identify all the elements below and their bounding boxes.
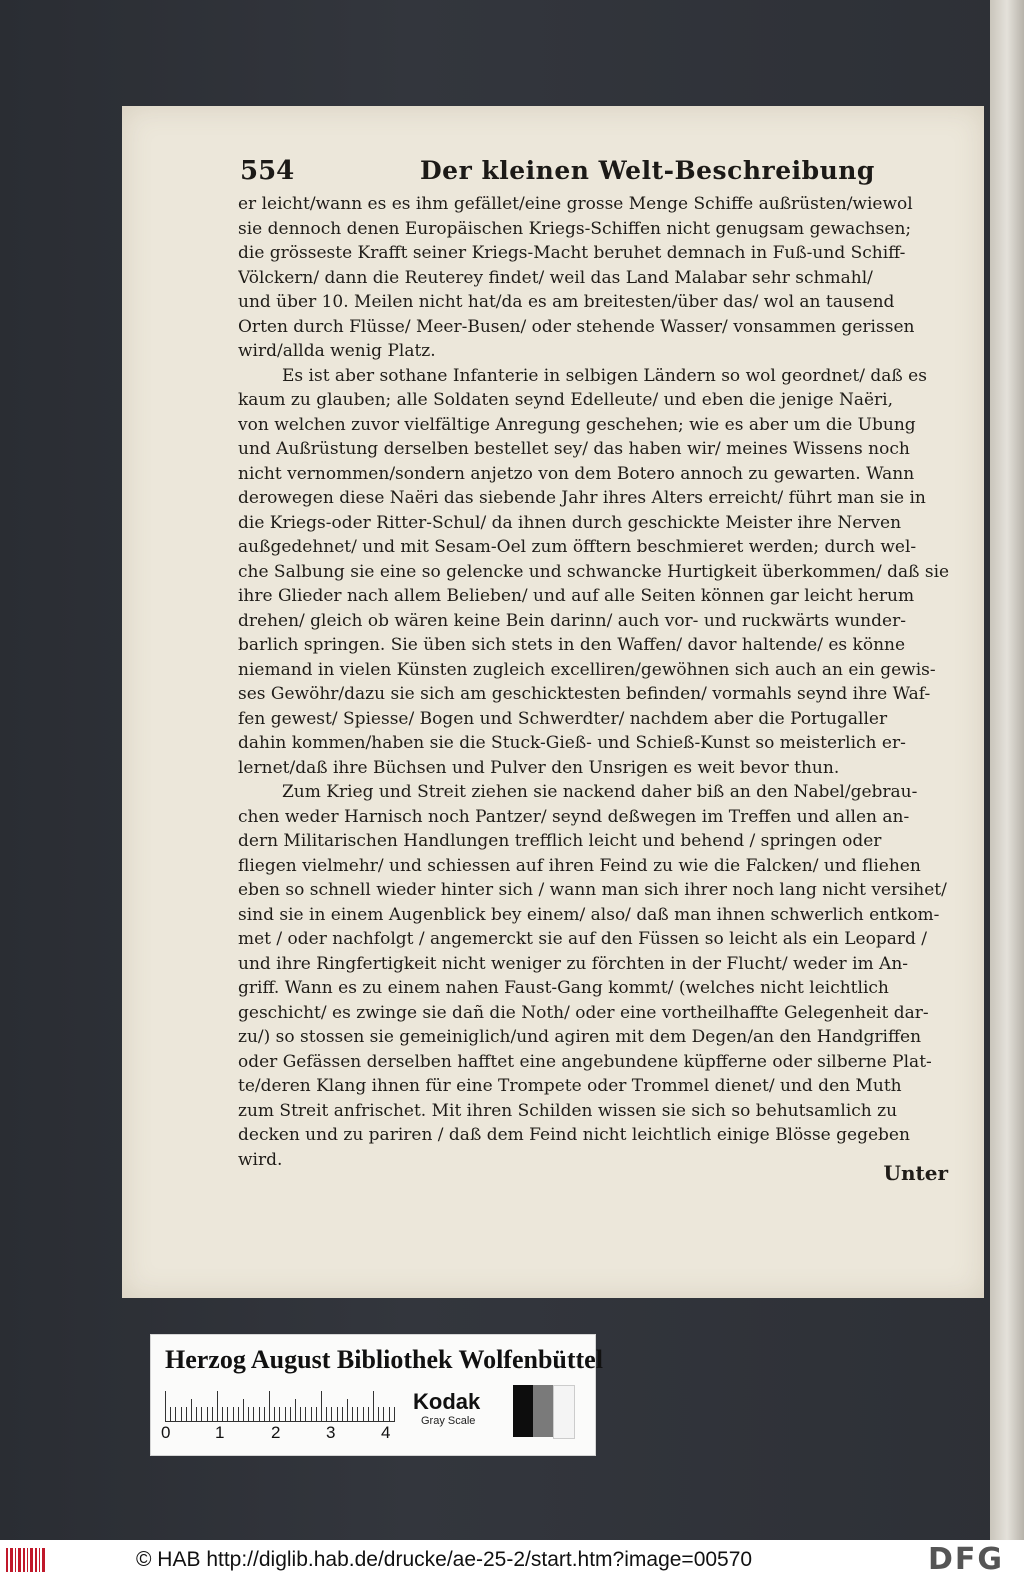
text-line: ihre Glieder nach allem Belieben/ und auf alle Seiten können gar leicht herum	[238, 586, 915, 606]
body-text	[238, 192, 968, 1172]
ruler-tick	[196, 1407, 197, 1421]
ruler-tick	[290, 1407, 291, 1421]
ruler-tick	[212, 1407, 213, 1421]
ruler-tick	[285, 1407, 286, 1421]
ruler-number: 3	[326, 1423, 336, 1442]
ruler-tick	[389, 1407, 390, 1421]
ruler-tick	[207, 1407, 208, 1421]
ruler-scale	[165, 1385, 395, 1422]
text-line: Zum Krieg und Streit ziehen sie nackend daher biß an den Nabel/gebrau-	[282, 782, 918, 802]
text-line: wird.	[238, 1149, 283, 1170]
text-line: niemand in vielen Künsten zugleich excelliren/gewöhnen sich auch an ein gewis-	[238, 659, 936, 680]
text-line: zum Streit anfrischet. Mit ihren Schilden wissen sie sich so behutsamlich zu	[238, 1100, 898, 1121]
ruler-tick	[321, 1391, 322, 1421]
ruler-tick	[217, 1391, 218, 1421]
ruler-tick	[347, 1399, 348, 1421]
copyright-link[interactable]: © HAB http://diglib.hab.de/drucke/ae-25-2/start.htm?image=00570	[136, 1548, 753, 1571]
page-number: 554	[240, 156, 295, 186]
ruler-tick	[243, 1399, 244, 1421]
running-head: Der kleinen Welt-Beschreibung	[420, 156, 875, 185]
ruler-tick	[253, 1407, 254, 1421]
ruler-tick	[368, 1407, 369, 1421]
text-line: te/deren Klang ihnen für eine Trompete oder Trommel dienet/ und den Muth	[238, 1076, 902, 1096]
text-line: dahin kommen/haben sie die Stuck-Gieß- und Schieß-Kunst so meisterlich er-	[238, 733, 906, 753]
ruler-tick	[331, 1407, 332, 1421]
ruler-tick	[373, 1391, 374, 1421]
text-line: lernet/daß ihre Büchsen und Pulver den Unsrigen es weit bevor thun.	[238, 757, 840, 778]
kodak-brand: Kodak	[413, 1389, 481, 1414]
text-line: und ihre Ringfertigkeit nicht weniger zu förchten in der Flucht/ weder im An-	[238, 953, 909, 974]
text-line: dern Militarischen Handlungen trefflich leicht und behend / springen oder	[238, 831, 882, 851]
ruler-tick	[259, 1407, 260, 1421]
ruler-tick	[170, 1407, 171, 1421]
text-line: fen gewest/ Spiesse/ Bogen und Schwerdter/ nachdem aber die Portugaller	[238, 708, 888, 729]
ruler-number: 4	[381, 1423, 391, 1442]
text-line: barlich springen. Sie üben sich stets in den Waffen/ davor haltende/ es könne	[238, 635, 906, 655]
text-line: außgedehnet/ und mit Sesam-Oel zum öfftern beschmieret werden; durch wel-	[238, 537, 917, 557]
ruler-tick	[394, 1407, 395, 1421]
ruler-tick	[363, 1407, 364, 1421]
ruler-tick	[352, 1407, 353, 1421]
text-line: sind sie in einem Augenblick bey einem/ also/ daß man ihnen schwerlich entkom-	[238, 904, 940, 925]
page-edge-strip	[990, 0, 1024, 1540]
ruler-tick	[295, 1399, 296, 1421]
ruler-tick	[279, 1407, 280, 1421]
text-line: drehen/ gleich ob wären keine Bein darinn/ auch vor- und ruckwärts wunder-	[238, 610, 906, 631]
text-line: Völckern/ dann die Reuterey findet/ weil das Land Malabar sehr schmahl/	[238, 267, 873, 288]
text-line: und Außrüstung derselben bestellet sey/ das haben wir/ meines Wissens noch	[238, 439, 910, 459]
ruler-number: 0	[161, 1423, 171, 1442]
ruler-tick	[316, 1407, 317, 1421]
ruler-tick	[269, 1391, 270, 1421]
ruler-tick	[227, 1407, 228, 1421]
text-line: ses Gewöhr/dazu sie sich am geschicktesten befinden/ vormahls seynd ihre Waf-	[238, 684, 931, 704]
text-line: fliegen vielmehr/ und schiessen auf ihren Feind zu wie die Falcken/ und fliehen	[238, 855, 921, 876]
text-line: und über 10. Meilen nicht hat/da es am breitesten/über das/ wol an tausend	[238, 292, 895, 312]
text-line: wird/allda wenig Platz.	[238, 341, 436, 361]
page-header	[240, 156, 940, 190]
barcode-icon	[4, 1544, 48, 1576]
ruler-tick	[305, 1407, 306, 1421]
text-line: kaum zu glauben; alle Soldaten seynd Edelleute/ und eben die jenige Naëri,	[238, 390, 894, 410]
text-line: derowegen diese Naëri das siebende Jahr ihres Alters erreicht/ führt man sie in	[238, 488, 926, 508]
text-line: nicht vernommen/sondern anjetzo von dem Botero annoch zu gewarten. Wann	[238, 463, 915, 484]
book-page	[122, 106, 984, 1298]
ruler-tick	[357, 1407, 358, 1421]
text-line: che Salbung sie eine so gelencke und schwancke Hurtigkeit überkommen/ daß sie	[238, 561, 950, 582]
ruler-tick	[383, 1407, 384, 1421]
ruler-tick	[181, 1407, 182, 1421]
text-line: oder Gefässen derselben hafftet eine angebundene küpfferne oder silberne Plat-	[238, 1051, 932, 1072]
ruler-tick	[300, 1407, 301, 1421]
ruler-tick	[201, 1407, 202, 1421]
ruler-tick	[274, 1407, 275, 1421]
ruler-tick	[337, 1407, 338, 1421]
kodak-subtitle: Gray Scale	[421, 1415, 476, 1427]
text-line: Orten durch Flüsse/ Meer-Busen/ oder stehende Wasser/ vonsammen gerissen	[238, 316, 915, 337]
gray-patch-white	[553, 1385, 575, 1439]
ruler-number: 1	[215, 1423, 225, 1442]
ruler-tick	[264, 1407, 265, 1421]
ruler-tick	[238, 1407, 239, 1421]
text-line: von welchen zuvor vielfältige Anregung geschehen; wie es aber um die Ubung	[238, 414, 916, 435]
ruler-tick	[191, 1399, 192, 1421]
text-line: met / oder nachfolgt / angemerckt sie auf den Füssen so leicht als ein Leopard /	[238, 929, 928, 949]
footer-bar	[0, 1540, 1024, 1582]
ruler-tick	[378, 1407, 379, 1421]
ruler-tick	[165, 1391, 166, 1421]
ruler-tick	[342, 1407, 343, 1421]
dfg-logo: DFG	[928, 1542, 1005, 1577]
ruler-tick	[233, 1407, 234, 1421]
text-line: zu/) so stossen sie gemeiniglich/und agiren mit dem Degen/an den Handgriffen	[238, 1027, 922, 1047]
ruler-tick	[326, 1407, 327, 1421]
ruler-tick	[186, 1407, 187, 1421]
text-line: decken und zu pariren / daß dem Feind nicht leichtlich einige Blösse gegeben	[238, 1125, 910, 1145]
catchword: Unter	[883, 1161, 948, 1185]
ruler-tick	[175, 1407, 176, 1421]
library-label	[150, 1334, 603, 1456]
gray-patch-gray	[533, 1385, 553, 1437]
library-name: Herzog August Bibliothek Wolfenbüttel	[165, 1345, 603, 1374]
ruler-tick	[311, 1407, 312, 1421]
text-line: Es ist aber sothane Infanterie in selbigen Ländern so wol geordnet/ daß es	[282, 365, 927, 386]
ruler-tick	[222, 1407, 223, 1421]
text-line: geschicht/ es zwinge sie dañ die Noth/ oder eine vortheilhaffte Gelegenheit dar-	[238, 1002, 929, 1023]
text-line: griff. Wann es zu einem nahen Faust-Gang kommt/ (welches nicht leichtlich	[238, 978, 889, 998]
text-line: die grösseste Krafft seiner Kriegs-Macht beruhet demnach in Fuß-und Schiff-	[238, 243, 906, 263]
ruler-tick	[248, 1407, 249, 1421]
ruler-number: 2	[271, 1423, 281, 1442]
text-line: die Kriegs-oder Ritter-Schul/ da ihnen durch geschickte Meister ihre Nerven	[238, 512, 902, 533]
text-line: er leicht/wann es es ihm gefället/eine grosse Menge Schiffe außrüsten/wiewol	[238, 194, 913, 214]
text-line: chen weder Harnisch noch Pantzer/ seynd deßwegen im Treffen und allen an-	[238, 806, 910, 827]
text-line: sie dennoch denen Europäischen Kriegs-Schiffen nicht genugsam gewachsen;	[238, 218, 912, 239]
text-line: eben so schnell wieder hinter sich / wann man sich ihrer noch lang nicht versihet/	[238, 880, 947, 900]
gray-patch-black	[513, 1385, 533, 1437]
